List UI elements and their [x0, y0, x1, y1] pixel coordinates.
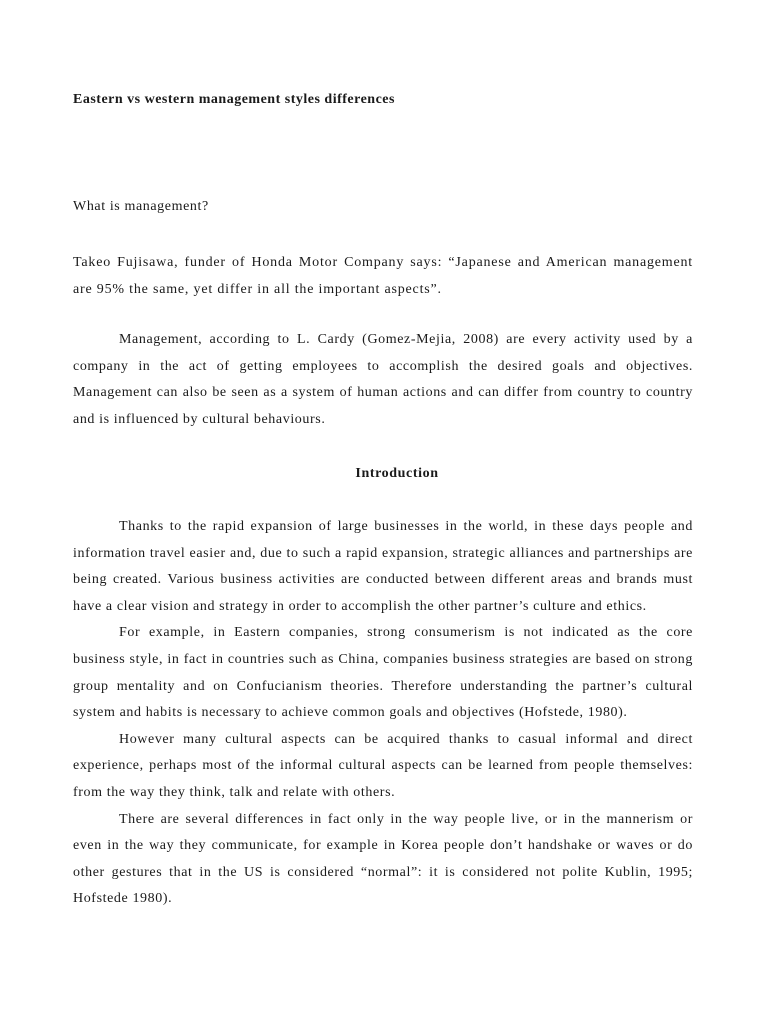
intro-paragraph-1: Thanks to the rapid expansion of large businesses in the world, in these days people and information travel easier and, due to such a rapid expansion, strategic alliances and partnerships are being created. Various business activities are conducted between different areas and brands must have a clear vision and strategy in order to accomplish the other partner’s culture and ethics. [73, 519, 693, 614]
intro-paragraph-3: However many cultural aspects can be acquired thanks to casual informal and direct experience, perhaps most of the informal cultural aspects can be learned from people themselves: from the way they think, talk and relate with others. [73, 731, 693, 800]
introduction-body [73, 514, 693, 913]
section-question: What is management? [73, 199, 209, 214]
intro-paragraph-4: There are several differences in fact only in the way people live, or in the mannerism or even in the way they communicate, for example in Korea people don’t handshake or waves or do other gestures that in the US is considered “normal”: it is considered not polite Kublin, 1995; Hofstede 1980). [73, 811, 693, 907]
intro-paragraph-2: For example, in Eastern companies, strong consumerism is not indicated as the core business style, in fact in countries such as China, companies business strategies are based on strong group mentality and on Confucianism theories. Therefore understanding the partner’s cultural system and habits is necessary to achieve common goals and objectives (Hofstede, 1980). [73, 625, 693, 721]
quote-paragraph: Takeo Fujisawa, funder of Honda Motor Company says: “Japanese and American management are 95% the same, yet differ in all the important aspects”. [73, 255, 693, 297]
document-title: Eastern vs western management styles differences [73, 92, 395, 107]
introduction-heading: Introduction [355, 466, 439, 481]
management-definition-paragraph: Management, according to L. Cardy (Gomez-Mejia, 2008) are every activity used by a company in the act of getting employees to accomplish the desired goals and objectives. Management can also be seen as a system of human actions and can differ from country to country and is influenced by cultural behaviours. [73, 332, 693, 427]
